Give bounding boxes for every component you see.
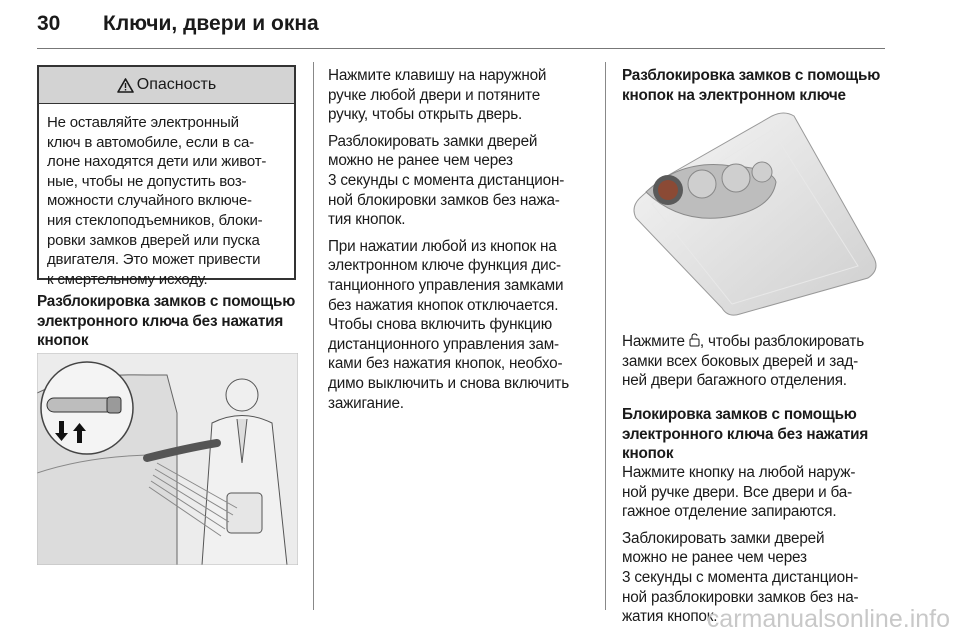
text-line: можно не ранее чем через (622, 549, 807, 567)
heading-line: кнопок на электронном ключе (622, 86, 846, 104)
page-title: Ключи, двери и окна (103, 12, 319, 35)
keyless-entry-illustration (37, 353, 298, 565)
danger-line: к смертельному исходу. (47, 270, 208, 288)
heading-line: кнопок (37, 332, 89, 350)
paragraph (328, 132, 598, 230)
watermark: carmanualsonline.info (706, 605, 950, 633)
paragraph-unlock (622, 332, 892, 391)
danger-header (39, 67, 294, 104)
paragraph (328, 237, 598, 413)
section-heading-keyless-unlock (37, 292, 307, 351)
warning-triangle-icon (117, 78, 134, 93)
danger-text (39, 104, 294, 289)
text-line: 3 секунды с момента дистанцион- (622, 568, 859, 586)
danger-box (37, 65, 296, 288)
text-line: тия кнопок. (328, 211, 406, 229)
text-line: ручке любой двери и потяните (328, 86, 540, 104)
right-column-text (622, 332, 892, 398)
text-line: , чтобы разблокировать (699, 333, 864, 350)
danger-line: ния стеклоподъемников, блоки- (47, 211, 263, 229)
column-divider-1 (313, 62, 314, 610)
danger-line: ровки замков дверей или пуска (47, 231, 260, 249)
danger-line: лоне находятся дети или живот- (47, 153, 267, 171)
text-line: зажигание. (328, 394, 404, 412)
heading-line: электронного ключа без нажатия (622, 425, 869, 443)
text-line: ной ручке двери. Все двери и ба- (622, 483, 852, 501)
heading-line: Блокировка замков с помощью (622, 406, 857, 423)
text-line: Нажмите (622, 333, 689, 350)
unlock-icon (689, 333, 700, 347)
danger-line: Не оставляйте электронный (47, 114, 239, 131)
heading-line: электронного ключа без нажатия (37, 312, 284, 330)
text-line: без нажатия кнопок отключается. (328, 296, 559, 314)
text-line: Нажмите клавишу на наружной (328, 67, 547, 84)
danger-line: ные, чтобы не допустить воз- (47, 172, 247, 190)
text-line: 3 секунды с момента дистанцион- (328, 171, 565, 189)
text-line: гажное отделение запираются. (622, 503, 837, 521)
paragraph (328, 66, 598, 125)
danger-title: Опасность (136, 76, 217, 93)
electronic-key-illustration (622, 108, 886, 320)
text-line: Заблокировать замки дверей (622, 529, 825, 547)
text-line: ной разблокировки замков без на- (622, 588, 859, 606)
text-line: ной блокировки замков без нажа- (328, 191, 560, 209)
section-heading-keyless-lock (622, 405, 892, 464)
text-line: димо выключить и снова включить (328, 374, 569, 392)
text-line: Чтобы снова включить функцию (328, 316, 553, 334)
text-line: ней двери багажного отделения. (622, 372, 847, 390)
text-line: электронном ключе функция дис- (328, 257, 561, 275)
danger-line: ключ в автомобиле, если в са- (47, 133, 254, 151)
section-heading-button-unlock (622, 66, 892, 105)
danger-line: можности случайного включе- (47, 192, 252, 210)
paragraph (622, 463, 892, 522)
text-line: дистанционного управления зам- (328, 335, 559, 353)
heading-line: кнопок (622, 445, 674, 463)
text-line: танционного управления замками (328, 276, 564, 294)
text-line: жатия кнопок. (622, 608, 718, 626)
text-line: При нажатии любой из кнопок на (328, 237, 557, 255)
page-number: 30 (37, 12, 61, 35)
text-line: можно не ранее чем через (328, 152, 513, 170)
text-line: Разблокировать замки дверей (328, 132, 538, 150)
column-divider-2 (605, 62, 606, 610)
text-line: Нажмите кнопку на любой наруж- (622, 464, 856, 481)
heading-line: Разблокировка замков с помощью (37, 293, 296, 310)
middle-column-text (328, 66, 598, 420)
heading-line: Разблокировка замков с помощью (622, 67, 881, 84)
text-line: ками без нажатия кнопок, необхо- (328, 355, 563, 373)
danger-line: двигателя. Это может привести (47, 251, 261, 269)
header-rule (37, 48, 885, 49)
text-line: замки всех боковых дверей и зад- (622, 352, 858, 370)
text-line: ручку, чтобы открыть дверь. (328, 106, 523, 124)
